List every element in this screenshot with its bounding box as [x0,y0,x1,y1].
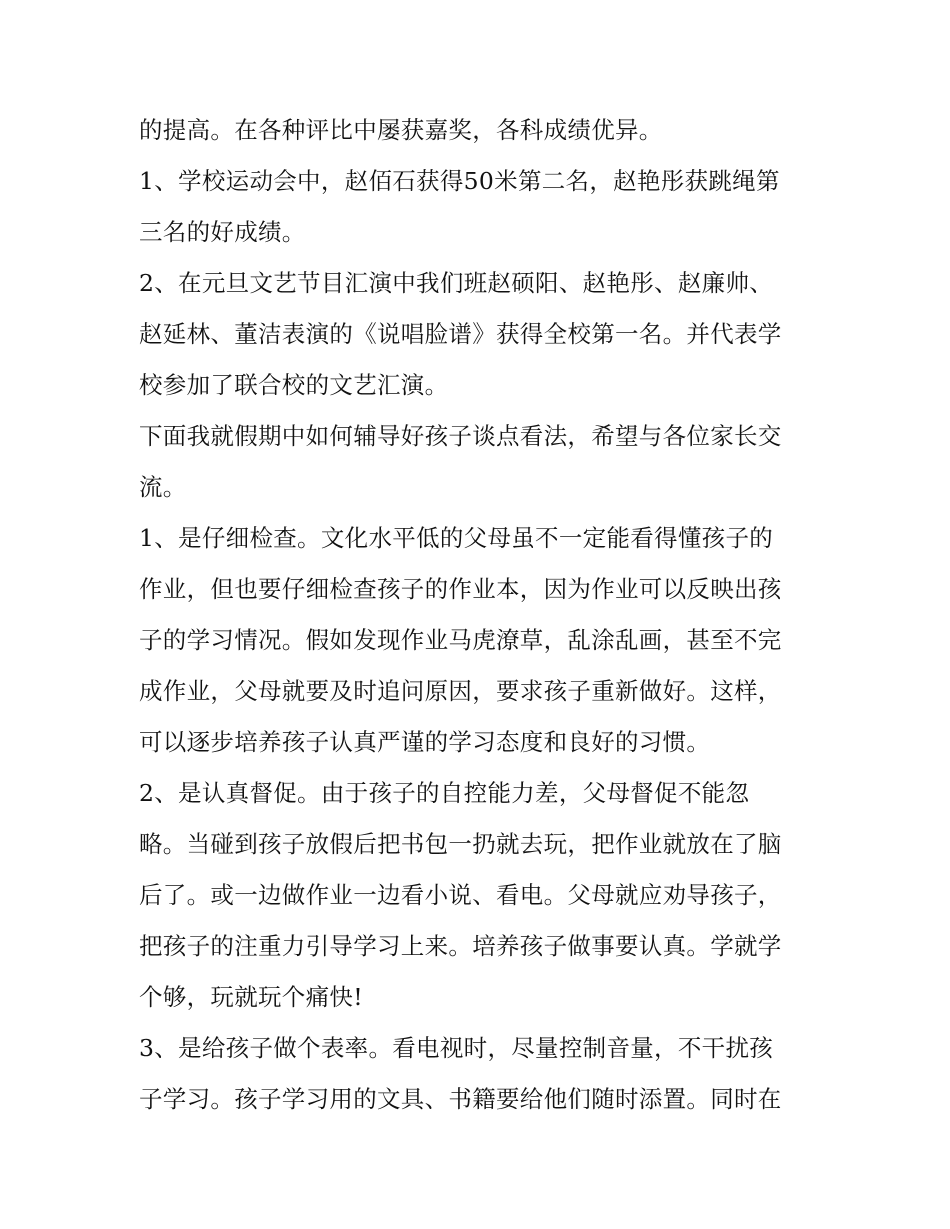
text-line: 下面我就假期中如何辅导好孩子谈点看法，希望与各位家长交 [139,422,782,450]
text-line: 2、在元旦文艺节目汇演中我们班赵硕阳、赵艳彤、赵廉帅、 [139,269,774,297]
text-line: 2、是认真督促。由于孩子的自控能力差，父母督促不能忽 [139,779,750,807]
text-line: 3、是给孩子做个表率。看电视时，尽量控制音量，不干扰孩 [139,1034,774,1062]
text-line: 子学习。孩子学习用的文具、书籍要给他们随时添置。同时在 [139,1085,782,1113]
text-line: 子的学习情况。假如发现作业马虎潦草，乱涂乱画，甚至不完 [139,626,782,654]
text-line: 成作业，父母就要及时追问原因，要求孩子重新做好。这样， [139,677,782,705]
text-line: 把孩子的注重力引导学习上来。培养孩子做事要认真。学就学 [139,932,782,960]
text-line: 1、学校运动会中，赵佰石获得50米第二名，赵艳彤获跳绳第 [139,167,780,195]
text-line: 校参加了联合校的文艺汇演。 [139,371,449,399]
text-line: 可以逐步培养孩子认真严谨的学习态度和良好的习惯。 [139,728,711,756]
text-line: 三名的好成绩。 [139,218,306,246]
text-line: 作业，但也要仔细检查孩子的作业本，因为作业可以反映出孩 [139,575,782,603]
text-line: 1、是仔细检查。文化水平低的父母虽不一定能看得懂孩子的 [139,524,774,552]
text-line: 后了。或一边做作业一边看小说、看电。父母就应劝导孩子， [139,881,782,909]
text-line: 的提高。在各种评比中屡获嘉奖，各科成绩优异。 [139,116,663,144]
text-line: 个够，玩就玩个痛快! [139,983,363,1011]
text-line: 赵延林、董洁表演的《说唱脸谱》获得全校第一名。并代表学 [139,320,782,348]
document-body [139,108,829,1128]
text-line: 略。当碰到孩子放假后把书包一扔就去玩，把作业就放在了脑 [139,830,782,858]
text-line: 流。 [139,473,187,501]
